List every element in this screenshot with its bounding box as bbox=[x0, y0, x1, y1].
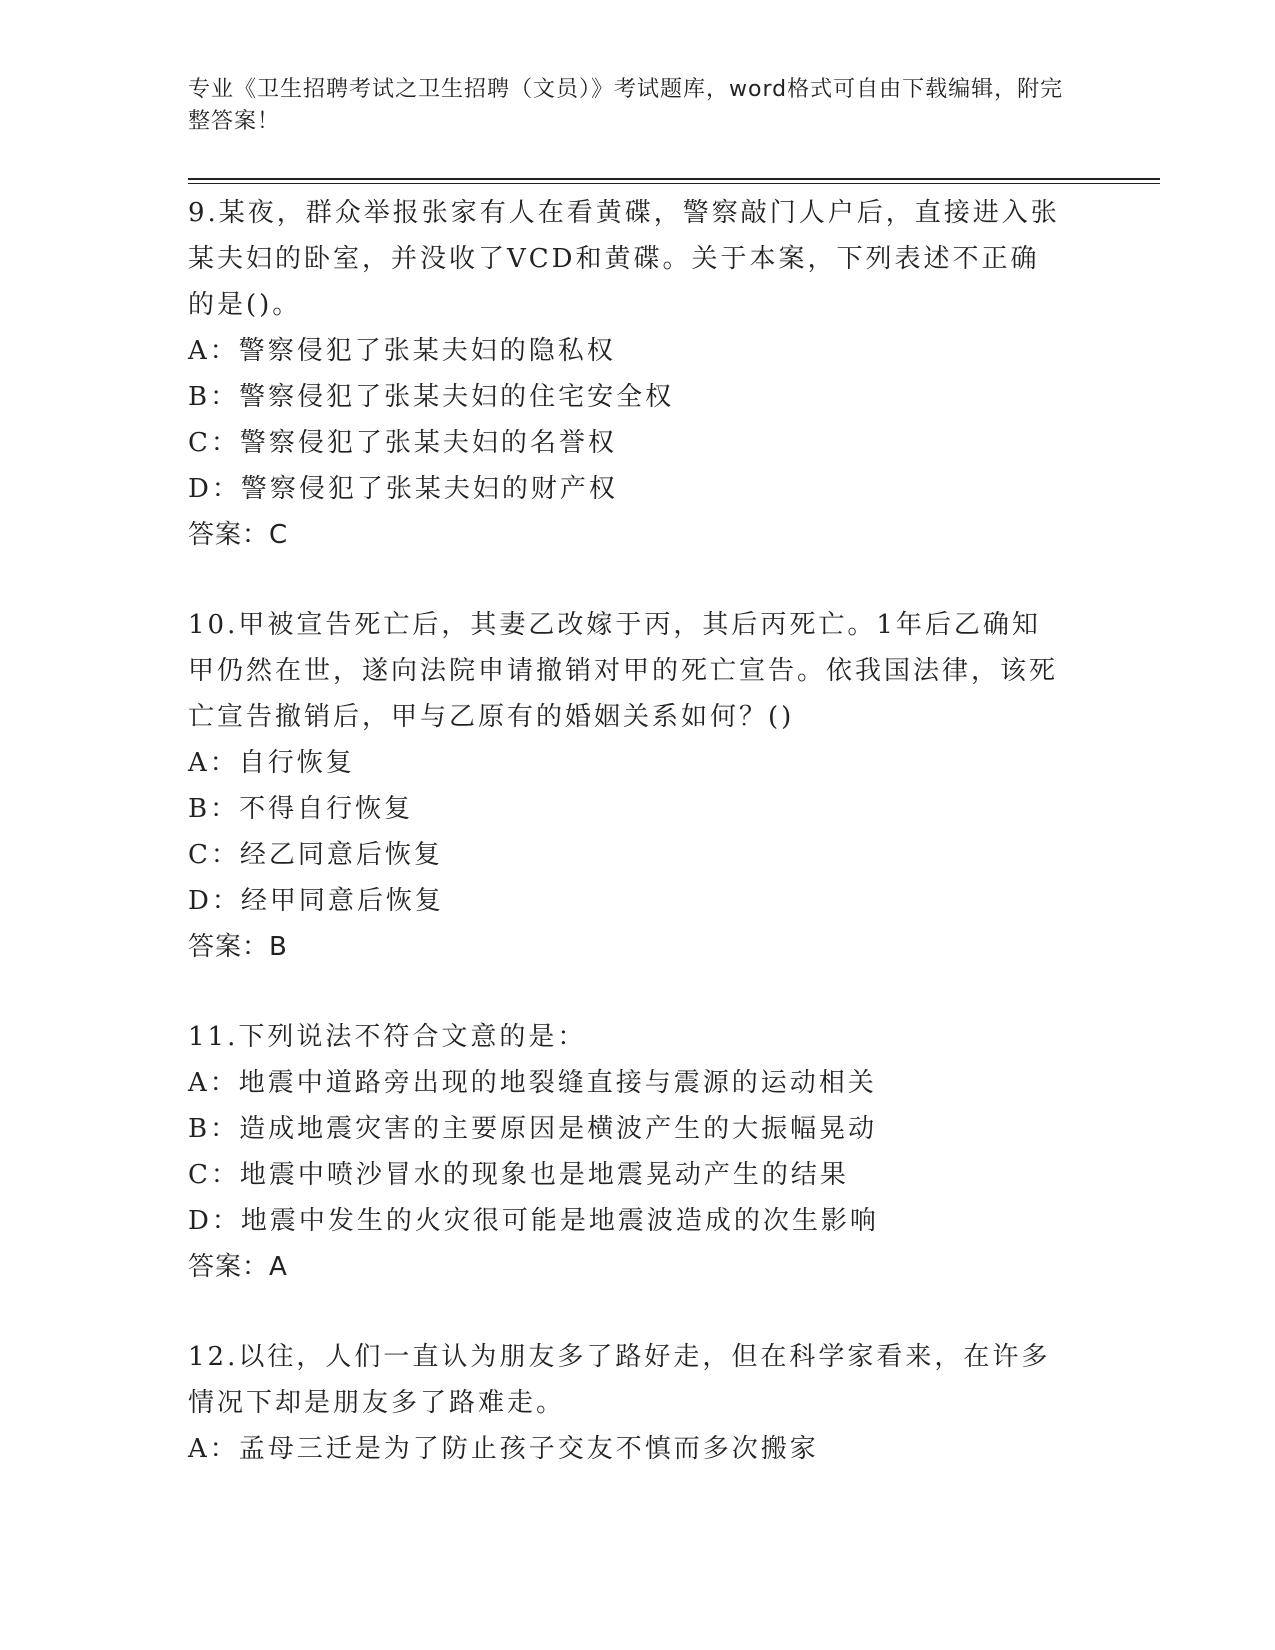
option-a: A：孟母三迁是为了防止孩子交友不慎而多次搬家 bbox=[188, 1434, 819, 1464]
question-10 bbox=[188, 602, 1088, 970]
question-list bbox=[188, 190, 1088, 1472]
option-d: D：经甲同意后恢复 bbox=[188, 886, 444, 916]
option-b: B：不得自行恢复 bbox=[188, 794, 414, 824]
option-a: A：自行恢复 bbox=[188, 748, 355, 778]
question-text: 11.下列说法不符合文意的是： bbox=[188, 1022, 587, 1052]
option-b: B：警察侵犯了张某夫妇的住宅安全权 bbox=[188, 382, 675, 412]
option-c: C：警察侵犯了张某夫妇的名誉权 bbox=[188, 428, 617, 458]
question-text: 10.甲被宣告死亡后，其妻乙改嫁于丙，其后丙死亡。1年后乙确知甲仍然在世，遂向法院申请撤销对甲的死亡宣告。依我国法律，该死亡宣告撤销后，甲与乙原有的婚姻关系如何？() bbox=[188, 610, 1059, 732]
question-text: 9.某夜，群众举报张家有人在看黄碟，警察敲门人户后，直接进入张某夫妇的卧室，并没收了VCD和黄碟。关于本案，下列表述不正确的是()。 bbox=[188, 198, 1060, 320]
option-a: A：警察侵犯了张某夫妇的隐私权 bbox=[188, 336, 616, 366]
answer-line: 答案：B bbox=[188, 932, 288, 962]
option-a: A：地震中道路旁出现的地裂缝直接与震源的运动相关 bbox=[188, 1068, 877, 1098]
header-divider-thick bbox=[188, 178, 1160, 180]
question-11 bbox=[188, 1014, 1088, 1290]
option-d: D：警察侵犯了张某夫妇的财产权 bbox=[188, 474, 618, 504]
option-c: C：地震中喷沙冒水的现象也是地震晃动产生的结果 bbox=[188, 1160, 849, 1190]
answer-line: 答案：C bbox=[188, 520, 289, 550]
answer-line: 答案：A bbox=[188, 1252, 288, 1282]
option-d: D：地震中发生的火灾很可能是地震波造成的次生影响 bbox=[188, 1206, 879, 1236]
header-text: 专业《卫生招聘考试之卫生招聘（文员）》考试题库，word格式可自由下载编辑，附完整答案！ bbox=[188, 77, 1064, 134]
option-b: B：造成地震灾害的主要原因是横波产生的大振幅晃动 bbox=[188, 1114, 878, 1144]
question-9 bbox=[188, 190, 1088, 558]
document-header bbox=[188, 74, 1068, 138]
question-text: 12.以往，人们一直认为朋友多了路好走，但在科学家看来，在许多情况下却是朋友多了路难走。 bbox=[188, 1342, 1051, 1418]
option-c: C：经乙同意后恢复 bbox=[188, 840, 443, 870]
question-12 bbox=[188, 1334, 1088, 1472]
header-divider-thin bbox=[188, 183, 1160, 184]
